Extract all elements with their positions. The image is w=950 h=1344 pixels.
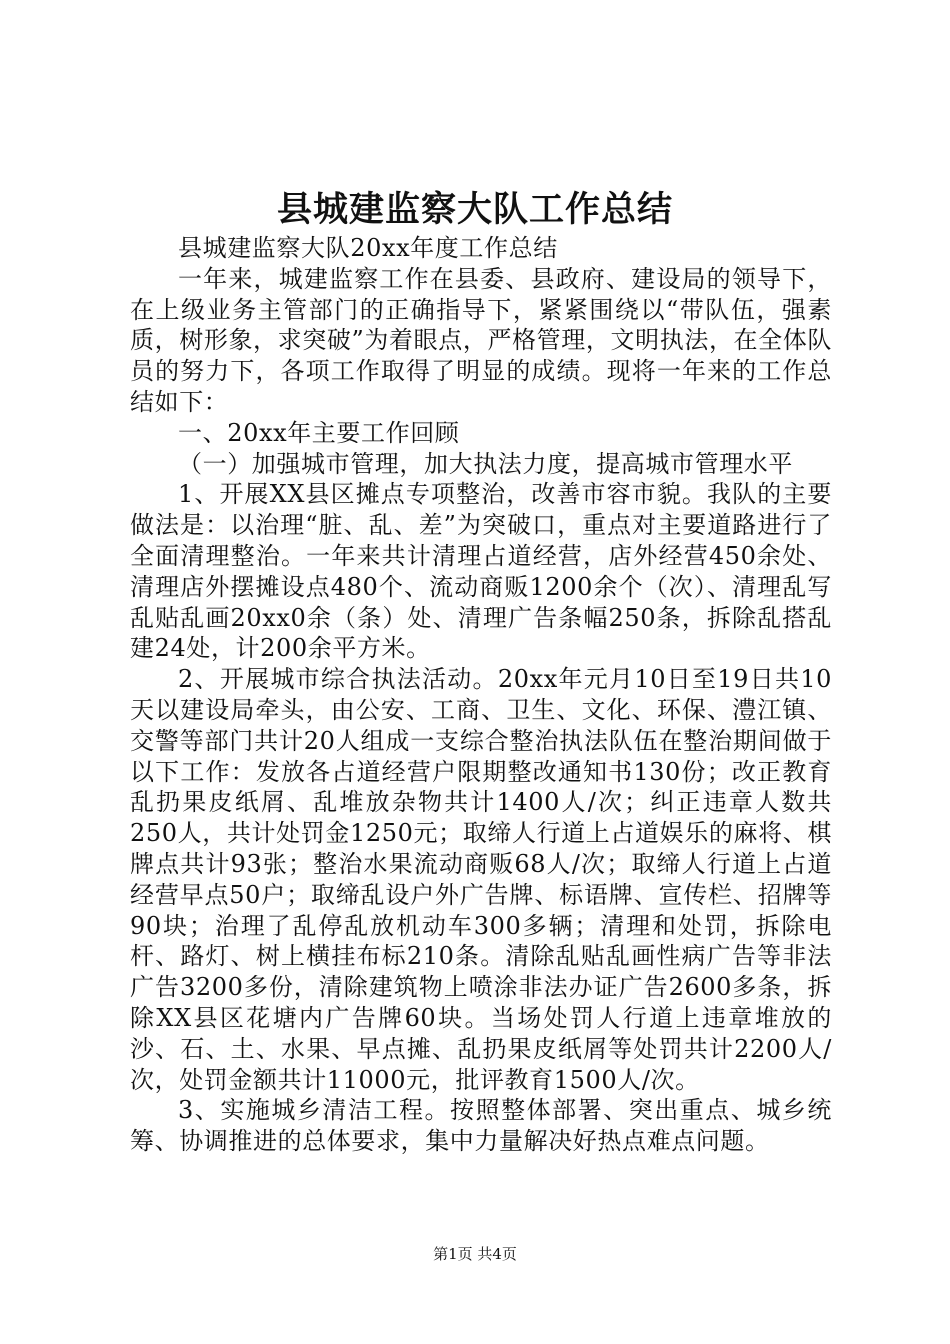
paragraph-item-1: 1、开展XX县区摊点专项整治，改善市容市貌。我队的主要做法是：以治理“脏、乱、差”为突破口，重点对主要道路进行了全面清理整治。一年来共计清理占道经营，店外经营450余处、清理店外摆摊设点480个、流动商贩1200余个（次）、清理乱写乱贴乱画20xx0余（条）处、清理广告条幅250条，拆除乱搭乱建24处，计200余平方米。 [130, 480, 832, 663]
paragraph-subtitle: 县城建监察大队20xx年度工作总结 [178, 234, 558, 262]
paragraph-item-2: 2、开展城市综合执法活动。20xx年元月10日至19日共10天以建设局牵头，由公安、工商、卫生、文化、环保、澧江镇、交警等部门共计20人组成一支综合整治执法队伍在整治期间做于以下工作：发放各占道经营户限期整改通知书130份；改正教育乱扔果皮纸屑、乱堆放杂物共计1400人/次；纠正违章人数共250人，共计处罚金1250元；取缔人行道上占道娱乐的麻将、棋牌点共计93张；整治水果流动商贩68人/次；取缔人行道上占道经营早点50户；取缔乱设户外广告牌、标语牌、宣传栏、招牌等90块；治理了乱停乱放机动车300多辆；清理和处罚，拆除电杆、路灯、树上横挂布标210条。清除乱贴乱画性病广告等非法广告3200多份，清除建筑物上喷涂非法办证广告2600多条，拆除XX县区花塘内广告牌60块。当场处罚人行道上违章堆放的沙、石、土、水果、早点摊、乱扔果皮纸屑等处罚共计2200人/次，处罚金额共计11000元，批评教育1500人/次。 [130, 665, 832, 1094]
page-footer: 第1页 共4页 [433, 1245, 517, 1263]
document-title: 县城建监察大队工作总结 [276, 189, 673, 230]
paragraph-item-3: 3、实施城乡清洁工程。按照整体部署、突出重点、城乡统筹、协调推进的总体要求，集中力量解决好热点难点问题。 [130, 1096, 832, 1156]
subsection-heading: （一）加强城市管理，加大执法力度，提高城市管理水平 [178, 449, 793, 478]
paragraph-intro: 一年来，城建监察工作在县委、县政府、建设局的领导下，在上级业务主管部门的正确指导下，紧紧围绕以“带队伍，强素质，树形象，求突破”为着眼点，严格管理，文明执法，在全体队员的努力下，各项工作取得了明显的成绩。现将一年来的工作总结如下： [130, 264, 832, 416]
document-body [130, 233, 832, 1157]
section-heading: 一、20xx年主要工作回顾 [178, 418, 460, 447]
